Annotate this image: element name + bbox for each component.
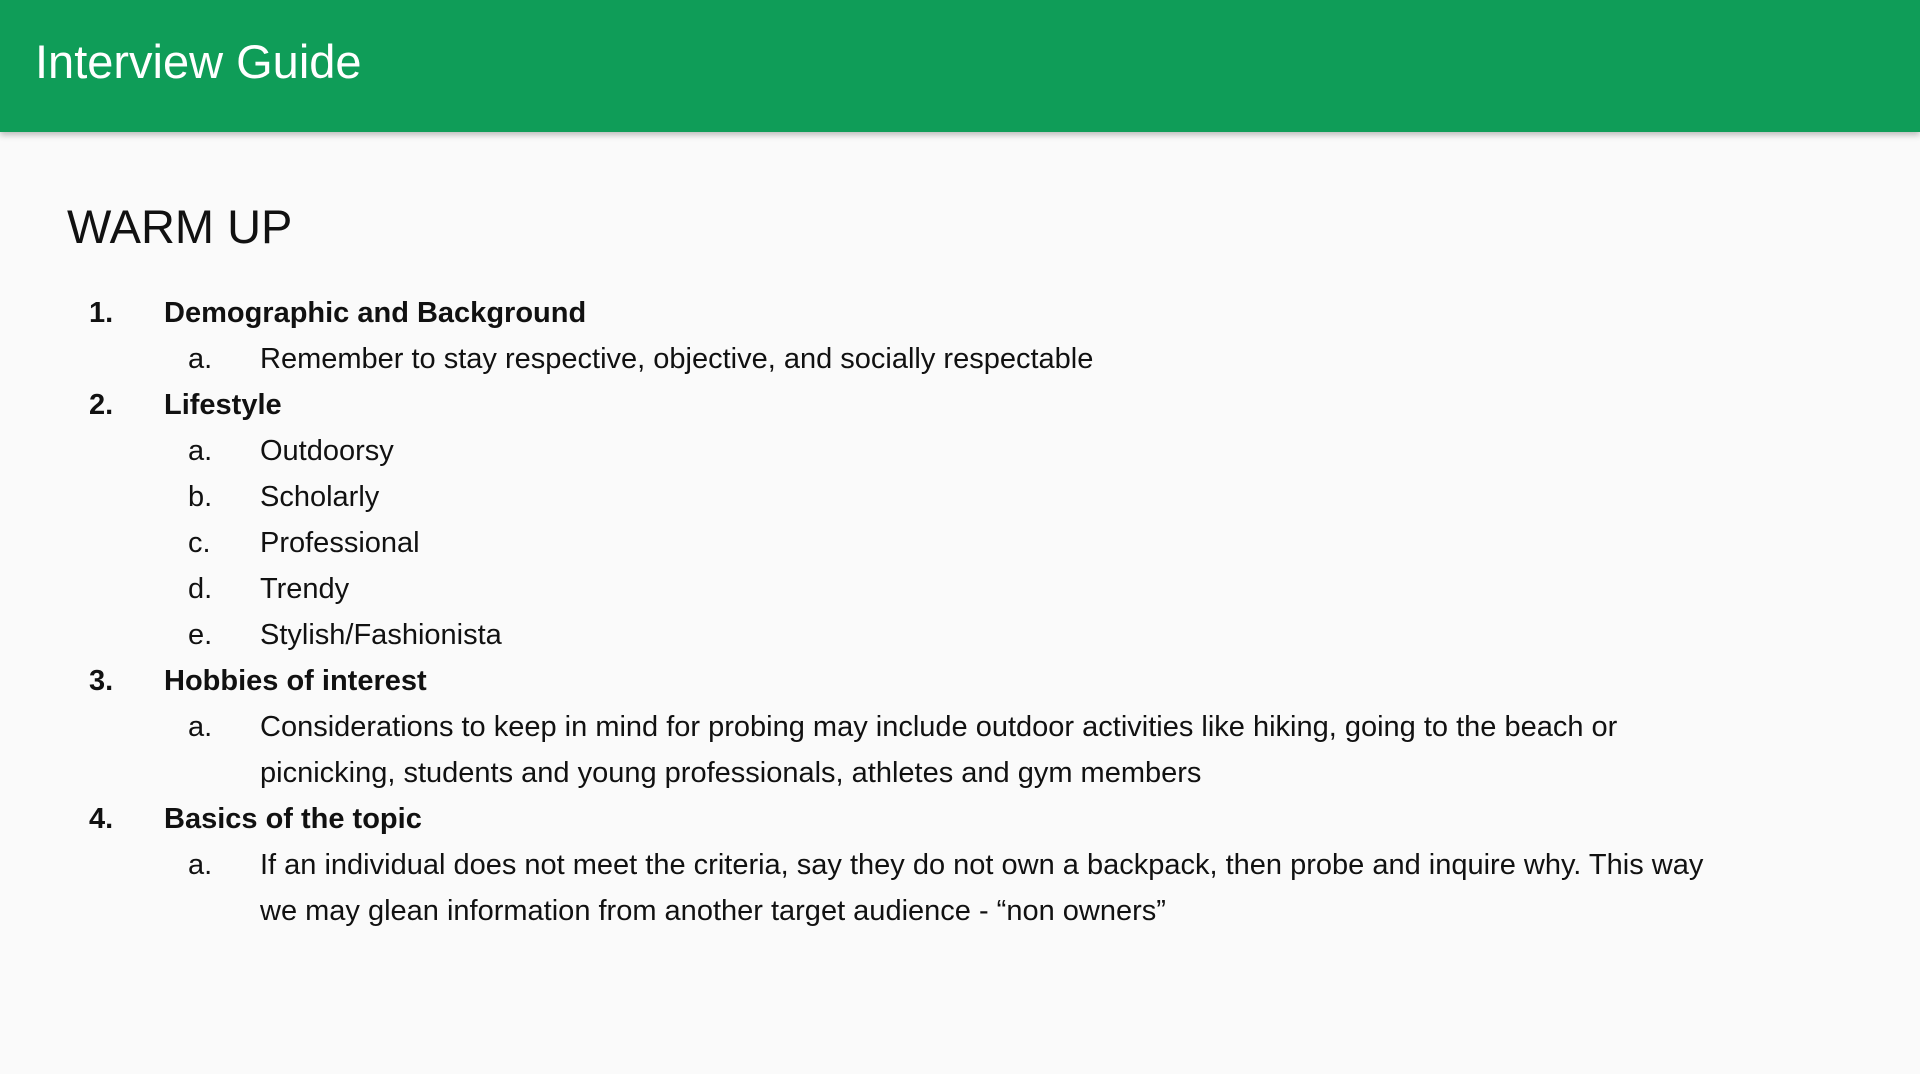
sub-item-text: Stylish/Fashionista [260, 619, 502, 651]
sub-item [0, 612, 1920, 658]
sub-item-text: Trendy [260, 573, 350, 605]
item-heading: Hobbies of interest [164, 665, 427, 697]
item-heading: Basics of the topic [164, 803, 422, 835]
sub-item [0, 842, 1920, 934]
sub-item-text: Scholarly [260, 481, 380, 513]
outline-list [0, 290, 1920, 934]
sub-item [0, 566, 1920, 612]
sub-item-text: Remember to stay respective, objective, and socially respectable [260, 343, 1094, 375]
sub-item-letter: d. [188, 573, 213, 605]
sub-list [0, 842, 1920, 934]
sub-item-letter: c. [188, 527, 211, 559]
sub-item-text: If an individual does not meet the criteria, say they do not own a backpack, then probe and inquire why. This way we may glean information from another target audience - “non owners” [260, 849, 1704, 927]
item-heading: Demographic and Background [164, 297, 587, 329]
item-number: 1. [89, 297, 114, 329]
sub-list [0, 336, 1920, 382]
header-bar [0, 0, 1920, 132]
sub-item-text: Considerations to keep in mind for probing may include outdoor activities like hiking, going to the beach or picnicking, students and young professionals, athletes and gym members [260, 711, 1618, 789]
outline-item [0, 290, 1920, 382]
sub-item-text: Professional [260, 527, 420, 559]
sub-item-letter: a. [188, 435, 213, 467]
item-number: 4. [89, 803, 114, 835]
sub-item [0, 336, 1920, 382]
slide-content [0, 132, 1920, 1074]
sub-item-text: Outdoorsy [260, 435, 394, 467]
sub-item-letter: a. [188, 711, 213, 743]
sub-item-letter: e. [188, 619, 213, 651]
sub-item-letter: b. [188, 481, 213, 513]
sub-item-letter: a. [188, 343, 213, 375]
outline-item [0, 796, 1920, 934]
sub-item [0, 428, 1920, 474]
outline-item [0, 382, 1920, 658]
item-number: 2. [89, 389, 114, 421]
sub-list [0, 428, 1920, 658]
sub-list [0, 704, 1920, 796]
sub-item-letter: a. [188, 849, 213, 881]
sub-item [0, 520, 1920, 566]
sub-item [0, 704, 1920, 796]
outline-item [0, 658, 1920, 796]
page-title: Interview Guide [35, 35, 362, 88]
sub-item [0, 474, 1920, 520]
section-title: WARM UP [67, 200, 293, 253]
item-heading: Lifestyle [164, 389, 282, 421]
item-number: 3. [89, 665, 114, 697]
